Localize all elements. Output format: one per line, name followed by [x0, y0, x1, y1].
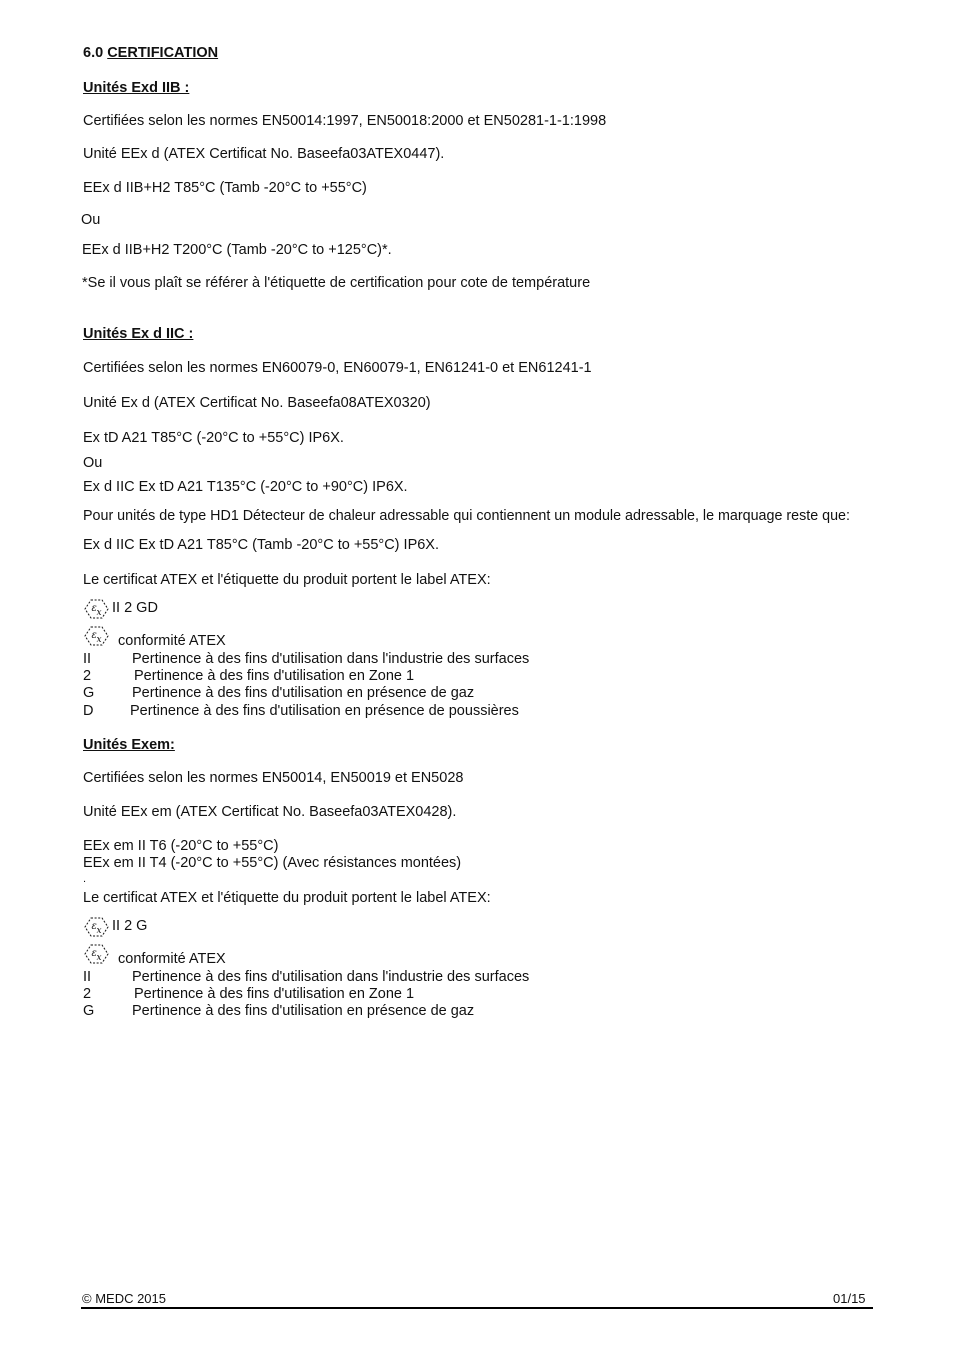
- atex-ex-icon: [83, 943, 110, 965]
- legend-text: Pertinence à des fins d'utilisation dans l'industrie des surfaces: [132, 969, 530, 985]
- footer-page-number: 01/15: [833, 1291, 866, 1306]
- exem-marking-1: EEx em II T6 (-20°C to +55°C): [83, 838, 279, 854]
- exd-iib-or: Ou: [81, 212, 101, 228]
- exd-iib-note: *Se il vous plaît se référer à l'étiquette de certification pour cote de température: [82, 275, 591, 291]
- legend-row: [83, 986, 414, 1003]
- exem-atex-conformity: conformité ATEX: [118, 951, 226, 967]
- legend-code: G: [83, 1003, 95, 1019]
- section-title: CERTIFICATION: [107, 45, 219, 61]
- exd-iic-heading: Unités Ex d IIC :: [83, 326, 194, 342]
- footer-copyright: © MEDC 2015: [82, 1291, 166, 1306]
- exd-iib-heading: Unités Exd IIB :: [83, 80, 190, 96]
- exd-iib-marking-1: EEx d IIB+H2 T85°C (Tamb -20°C to +55°C): [83, 180, 367, 196]
- legend-text: Pertinence à des fins d'utilisation en Zone 1: [134, 668, 415, 684]
- exd-iic-marking-1: Ex tD A21 T85°C (-20°C to +55°C) IP6X.: [83, 430, 344, 446]
- exd-iic-marking-2: Ex d IIC Ex tD A21 T135°C (-20°C to +90°C) IP6X.: [83, 479, 408, 495]
- legend-code: D: [83, 703, 94, 719]
- exem-marking-2: EEx em II T4 (-20°C to +55°C) (Avec résistances montées): [83, 855, 462, 871]
- exem-standards: Certifiées selon les normes EN50014, EN50019 et EN5028: [83, 770, 464, 786]
- section-heading: [83, 45, 218, 62]
- exd-iic-hd1-marking: Ex d IIC Ex tD A21 T85°C (Tamb -20°C to +55°C) IP6X.: [83, 537, 440, 553]
- exd-iic-atex-code: II 2 GD: [112, 600, 158, 616]
- exem-heading: Unités Exem:: [83, 737, 175, 753]
- legend-code: 2: [83, 668, 92, 684]
- exd-iic-atex-conformity: conformité ATEX: [118, 633, 226, 649]
- legend-row: [83, 651, 529, 668]
- exd-iib-marking-2: EEx d IIB+H2 T200°C (Tamb -20°C to +125°C)*.: [82, 242, 392, 258]
- atex-ex-icon: [83, 598, 110, 620]
- footer-divider: [81, 1307, 873, 1309]
- exd-iib-standards: Certifiées selon les normes EN50014:1997, EN50018:2000 et EN50281-1-1:1998: [83, 113, 607, 129]
- legend-code: II: [83, 651, 92, 667]
- legend-row: [83, 703, 519, 720]
- exd-iic-standards: Certifiées selon les normes EN60079-0, EN60079-1, EN61241-0 et EN61241-1: [83, 360, 592, 376]
- legend-row: [83, 969, 529, 986]
- legend-text: Pertinence à des fins d'utilisation en présence de gaz: [132, 685, 475, 701]
- legend-text: Pertinence à des fins d'utilisation en présence de gaz: [132, 1003, 475, 1019]
- exd-iib-certificate: Unité EEx d (ATEX Certificat No. Baseefa03ATEX0447).: [83, 146, 445, 162]
- legend-text: Pertinence à des fins d'utilisation dans l'industrie des surfaces: [132, 651, 530, 667]
- legend-text: Pertinence à des fins d'utilisation en présence de poussières: [130, 703, 519, 719]
- legend-row: [83, 668, 414, 685]
- exd-iic-label-intro: Le certificat ATEX et l'étiquette du produit portent le label ATEX:: [83, 572, 491, 588]
- exem-dot: .: [83, 873, 87, 885]
- exem-certificate: Unité EEx em (ATEX Certificat No. Baseefa03ATEX0428).: [83, 804, 457, 820]
- legend-row: [83, 1003, 474, 1020]
- legend-code: G: [83, 685, 95, 701]
- exd-iic-hd1-note: Pour unités de type HD1 Détecteur de chaleur adressable qui contiennent un module adressable, le marquage reste que:: [83, 508, 850, 524]
- section-number: 6.0: [83, 45, 104, 61]
- exem-atex-code: II 2 G: [112, 918, 148, 934]
- legend-code: II: [83, 969, 92, 985]
- exd-iic-certificate: Unité Ex d (ATEX Certificat No. Baseefa08ATEX0320): [83, 395, 431, 411]
- atex-ex-icon: [83, 625, 110, 647]
- exem-label-intro: Le certificat ATEX et l'étiquette du produit portent le label ATEX:: [83, 890, 491, 906]
- exd-iic-or: Ou: [83, 455, 103, 471]
- legend-row: [83, 685, 474, 702]
- atex-ex-icon: [83, 916, 110, 938]
- legend-code: 2: [83, 986, 92, 1002]
- legend-text: Pertinence à des fins d'utilisation en Zone 1: [134, 986, 415, 1002]
